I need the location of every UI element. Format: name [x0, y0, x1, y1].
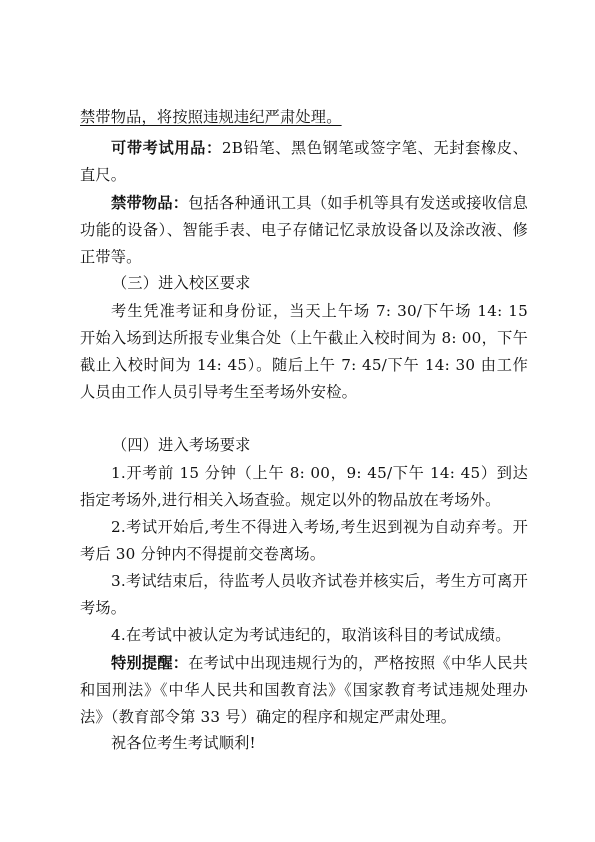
campus-entry-paragraph: 考生凭准考证和身份证，当天上午场 7: 30/下午场 14: 15 开始入场到达所报专业集合处（上午截止入校时间为 8: 00，下午截止入校时间为 14: 45）。随后上午 7: 45/下午 14: 30 由工作人员由工作人员引导考生至考场外安检。: [80, 302, 528, 401]
exam-rule-item-2: 2.考试开始后,考生不得进入考场,考生迟到视为自动弃考。开考后 30 分钟内不得提前交卷离场。: [80, 518, 528, 563]
closing-wish: 祝各位考生考试顺利!: [111, 734, 256, 752]
allowed-items-paragraph: [80, 135, 528, 189]
exam-rule-item-3: 3.考试结束后，待监考人员收齐试卷并核实后，考生方可离开考场。: [80, 572, 528, 617]
prohibited-items-label: 禁带物品：: [111, 194, 189, 212]
special-notice-text: 在考试中出现违规行为的，严格按照《中华人民共和国刑法》《中华人民共和国教育法》《国家教育考试违规处理办法》（教育部令第 33 号）确定的程序和规定严肃处理。: [80, 654, 528, 726]
special-notice-paragraph: [80, 650, 528, 731]
exam-rule-item-4: 4.在考试中被认定为考试违纪的，取消该科目的考试成绩。: [111, 626, 511, 644]
section-heading-campus-entry: （三）进入校区要求: [112, 274, 251, 292]
special-notice-label: 特别提醒：: [111, 654, 189, 672]
section-heading-exam-room-entry: （四）进入考场要求: [112, 436, 251, 454]
exam-rule-item-1: 1.开考前 15 分钟（上午 8: 00，9: 45/下午 14: 45）到达指定考场外,进行相关入场查验。规定以外的物品放在考场外。: [80, 464, 528, 509]
allowed-items-text: 2B铅笔、黑色钢笔或签字笔、无封套橡皮、直尺。: [80, 139, 529, 184]
allowed-items-label: 可带考试用品：: [111, 139, 222, 157]
prohibited-items-text: 包括各种通讯工具（如手机等具有发送或接收信息功能的设备）、智能手表、电子存储记忆录放设备以及涂改液、修正带等。: [80, 194, 528, 266]
prohibited-items-paragraph: [80, 190, 528, 271]
prohibited-items-warning: 禁带物品，将按照违规违纪严肃处理。: [80, 108, 342, 126]
